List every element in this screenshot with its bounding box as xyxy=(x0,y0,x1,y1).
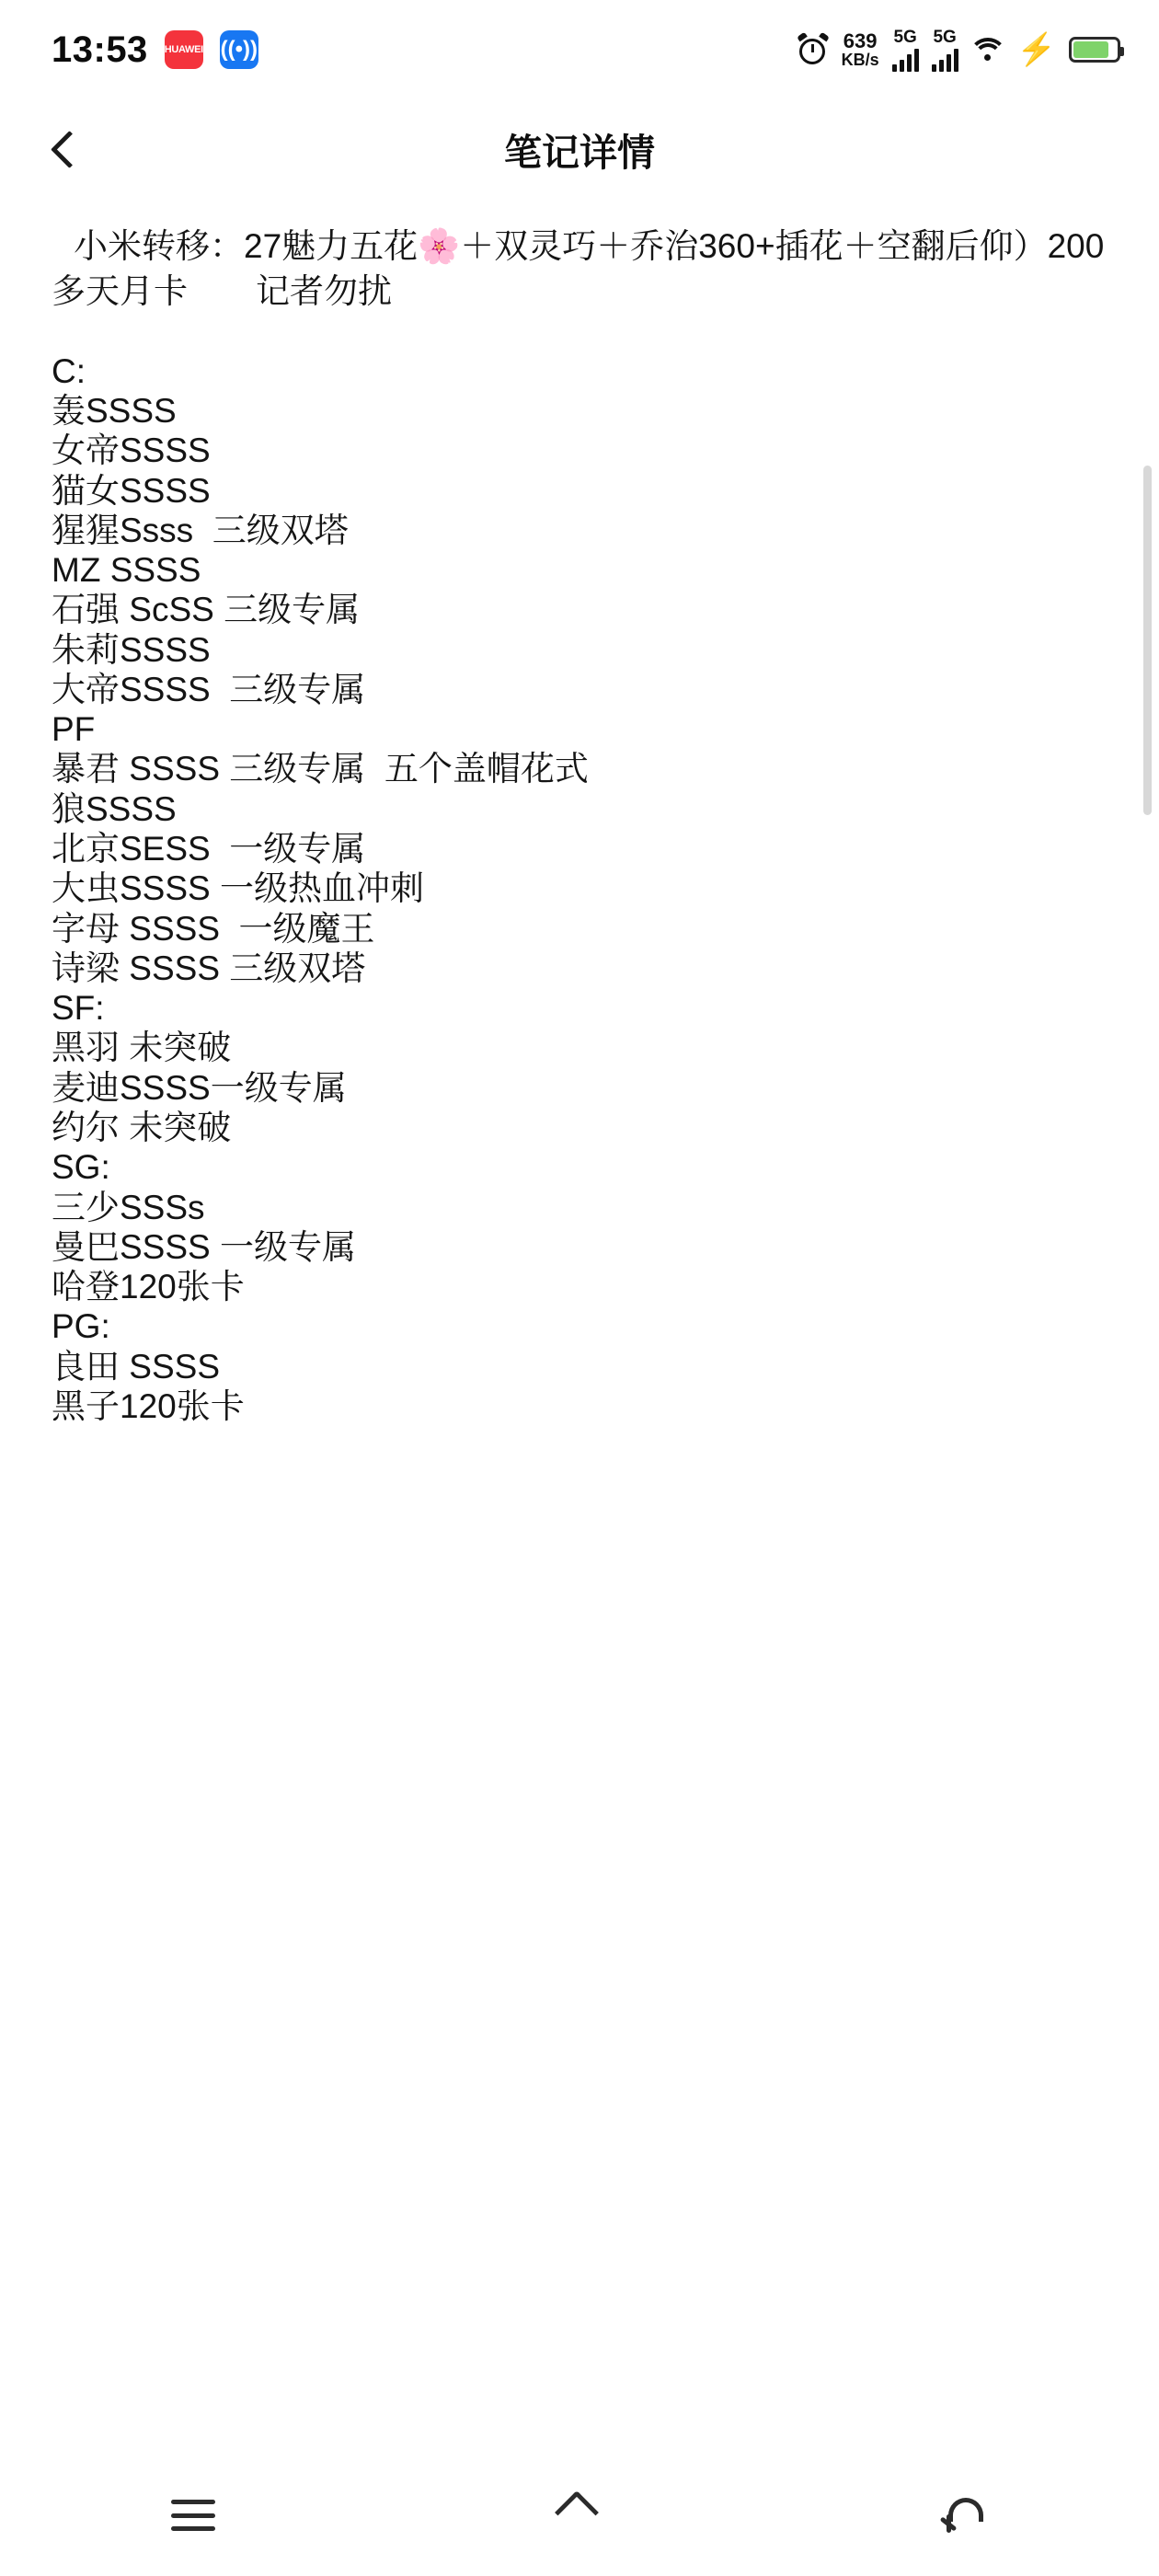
status-bar xyxy=(0,0,1159,99)
page-title: 笔记详情 xyxy=(504,131,655,174)
note-line: 约尔 未突破 xyxy=(52,1109,232,1146)
note-line: 三少SSSs xyxy=(52,1188,205,1226)
note-line: 大虫SSSS 一级热血冲刺 xyxy=(52,869,424,908)
nfc-badge xyxy=(220,30,258,69)
note-header-paragraph[interactable]: 小米转移：27魅力五花🌸＋双灵巧＋乔治360+插花＋空翻后仰）200多天月卡 记者勿扰 xyxy=(52,227,1105,310)
system-navigation-bar xyxy=(0,2455,1159,2576)
note-line: 石强 ScSS 三级专属 xyxy=(52,591,361,629)
charging-icon: ⚡ xyxy=(1016,32,1056,67)
signal-sim2 xyxy=(932,29,958,72)
note-line: MZ SSSS xyxy=(52,551,201,590)
alarm-icon xyxy=(798,34,829,65)
recents-button[interactable] xyxy=(129,2474,258,2557)
note-line: 猩猩Ssss 三级双塔 xyxy=(52,511,349,549)
back-arrow-icon xyxy=(943,2494,989,2536)
nfc-badge-label: ((•)) xyxy=(220,37,258,62)
wifi-icon xyxy=(971,36,1004,63)
back-button[interactable] xyxy=(37,117,101,181)
note-line: 女帝SSSS xyxy=(52,431,211,470)
status-bar-right xyxy=(798,29,1120,72)
note-line: 轰SSSS xyxy=(52,391,177,430)
note-line: 麦迪SSSS一级专属 xyxy=(52,1068,347,1107)
huawei-badge xyxy=(165,30,203,69)
note-line: 狼SSSS xyxy=(52,789,177,828)
note-line: PF xyxy=(52,710,96,749)
note-line: 大帝SSSS 三级专属 xyxy=(52,670,366,708)
note-line: SF: xyxy=(52,989,105,1028)
note-line: SG: xyxy=(52,1148,110,1187)
note-line: 黑子120张卡 xyxy=(52,1386,245,1425)
note-body[interactable] xyxy=(52,351,1107,1427)
menu-icon xyxy=(171,2500,215,2531)
note-line: C: xyxy=(52,351,86,390)
note-line: 北京SESS 一级专属 xyxy=(52,830,366,868)
chevron-left-icon xyxy=(50,130,87,167)
note-line: 黑羽 未突破 xyxy=(52,1029,232,1067)
signal-sim2-bars xyxy=(932,48,958,72)
note-content xyxy=(0,199,1159,1426)
note-line: 诗梁 SSSS 三级双塔 xyxy=(52,949,366,987)
signal-sim1 xyxy=(892,29,919,72)
battery-icon xyxy=(1069,37,1120,63)
signal-sim1-bars xyxy=(892,48,919,72)
network-speed-unit: KB/s xyxy=(841,51,879,70)
note-line: 曼巴SSSS 一级专属 xyxy=(52,1227,356,1266)
nav-back-button[interactable] xyxy=(901,2474,1030,2557)
title-bar xyxy=(0,99,1159,199)
huawei-badge-label: HUAWEI xyxy=(164,43,203,55)
note-line: 良田 SSSS xyxy=(52,1347,220,1386)
status-bar-left xyxy=(52,29,258,71)
note-line: 哈登120张卡 xyxy=(52,1268,245,1306)
signal-sim1-label: 5G xyxy=(893,27,917,47)
home-button[interactable] xyxy=(515,2474,644,2557)
status-clock: 13:53 xyxy=(52,29,148,70)
home-icon xyxy=(556,2495,603,2536)
signal-sim2-label: 5G xyxy=(933,27,957,47)
network-speed-value: 639 xyxy=(843,29,878,52)
note-line: PG: xyxy=(52,1307,110,1346)
network-speed xyxy=(842,30,879,69)
scrollbar[interactable] xyxy=(1143,466,1152,815)
note-line: 朱莉SSSS xyxy=(52,630,211,669)
note-line: 字母 SSSS 一级魔王 xyxy=(52,909,375,948)
note-line: 暴君 SSSS 三级专属 五个盖帽花式 xyxy=(52,750,589,788)
note-line: 猫女SSSS xyxy=(52,471,211,510)
